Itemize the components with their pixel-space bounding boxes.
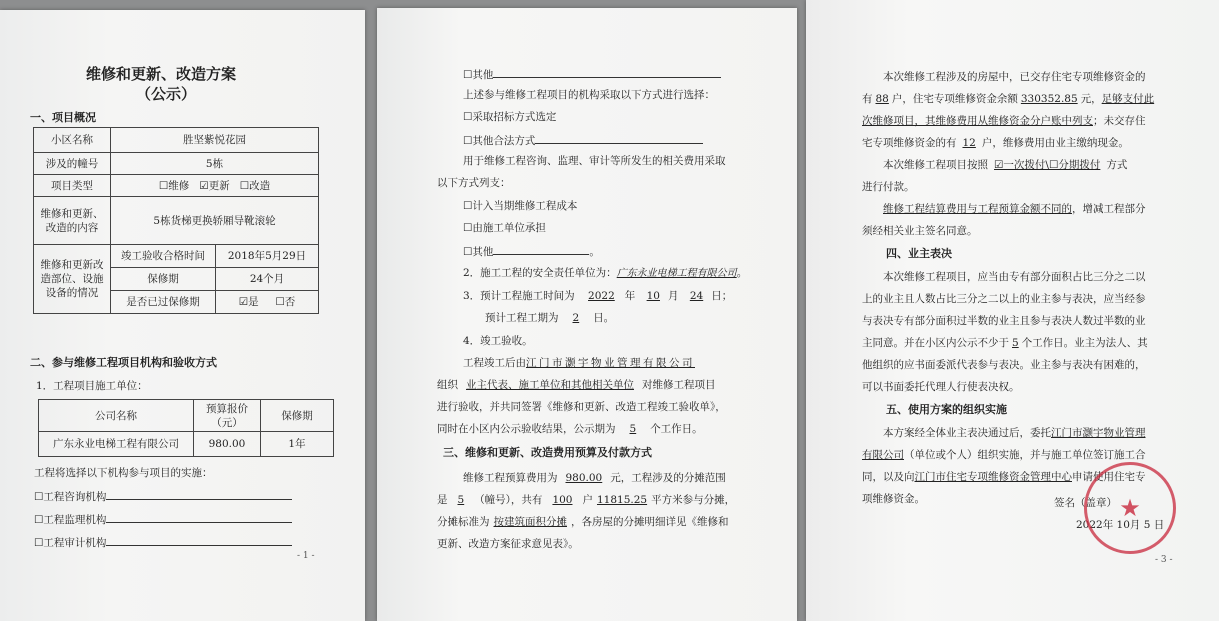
budget-line-a <box>463 471 726 485</box>
period-prefix: 预计工程工期为 <box>485 312 559 324</box>
text: 同，以及向 <box>862 471 915 483</box>
budget-amount: 980.00 <box>565 472 603 484</box>
unpaid-households: 12 <box>962 137 976 149</box>
allocation-standard: 按建筑面积分摊 <box>493 516 567 528</box>
table-header <box>194 400 261 432</box>
item-4: 4．竣工验收。 <box>463 335 533 347</box>
unit-label: 年 <box>624 290 636 302</box>
option-label: ☐工程审计机构 <box>34 537 107 549</box>
renovate-checkbox: ☐改造 <box>239 179 271 192</box>
table-label: 小区名称 <box>34 128 111 153</box>
item-2-prefix: 2．施工工程的安全责任单位为： <box>463 267 617 279</box>
area-sqm: 11815.25 <box>596 494 648 506</box>
yes-checkbox: ☑是 <box>238 296 259 308</box>
budget-suffix: 元，工程涉及的分摊范围 <box>610 472 726 484</box>
table-label-line: 维修和更新改 <box>40 259 104 271</box>
page-2 <box>377 8 797 621</box>
text: 个工作日。业主为法人、其 <box>1021 337 1148 349</box>
vote-line-d <box>862 336 1148 350</box>
item-3-prefix: 3．预计工程施工时间为 <box>463 290 575 302</box>
text: 元， <box>1080 93 1102 105</box>
start-year: 2022 <box>588 290 615 302</box>
table-label: 保修期 <box>111 268 216 291</box>
table-value: 24个月 <box>216 268 319 291</box>
household-count: 100 <box>552 494 573 506</box>
acc-prefix: 同时在小区内公示验收结果，公示期为 <box>437 423 616 435</box>
option-label: ☐工程监理机构 <box>34 514 107 526</box>
section-5-heading: 五、使用方案的组织实施 <box>886 403 1007 416</box>
table-label-line: 改造的内容 <box>45 221 99 234</box>
table-header: 保修期 <box>261 400 334 432</box>
acc-prefix: 工程竣工后由 <box>463 357 526 369</box>
text: ；未交存住 <box>1093 115 1146 127</box>
start-month: 10 <box>646 290 660 302</box>
budget-line-d: 更新、改造方案征求意见表》。 <box>437 538 579 550</box>
period-days: 2 <box>572 312 580 324</box>
impl-line-b <box>862 448 1146 462</box>
project-type-options <box>111 175 319 197</box>
warranty-expired-options <box>216 291 319 314</box>
paid-households: 88 <box>875 93 889 105</box>
vote-line-c: 与表决专有部分面积过半数的业主且参与表决人数过半数的业 <box>862 315 1146 327</box>
settlement-condition: 维修工程结算费用与工程预算金额不同的 <box>883 203 1072 215</box>
text: 主同意。并在小区内公示不少于 <box>862 337 1009 349</box>
blank-line <box>106 534 292 546</box>
start-day: 24 <box>689 290 704 302</box>
acceptance-line-d <box>437 422 703 436</box>
budget-suffix: 平方米参与分摊， <box>651 494 736 506</box>
section-4-heading: 四、业主表决 <box>886 247 952 260</box>
cost-option-1: ☐计入当期维修工程成本 <box>463 200 578 212</box>
section-2-heading: 二、参与维修工程项目机构和验收方式 <box>30 356 217 369</box>
payment-method: ☑一次拨付\☐分期拨付 <box>994 159 1101 171</box>
table-label-line: 设备的情况 <box>45 287 99 299</box>
fund-source: 次维修项目，其维修费用从维修资金分户账中列支 <box>862 115 1093 127</box>
budget-prefix: 分摊标准为 <box>437 516 490 528</box>
table-value: 5栋 <box>111 153 319 175</box>
fund-center: 江门市住宅专项维修资金管理中心 <box>914 471 1072 483</box>
budget-text: （幢号），共有 <box>474 494 543 506</box>
acc-prefix: 组织 <box>437 379 458 391</box>
blank-line <box>493 66 721 78</box>
blank-line <box>535 132 703 144</box>
vote-line-f: 可以书面委托代理人行使表决权。 <box>862 381 1020 393</box>
company-table <box>38 399 334 457</box>
acceptance-line-b <box>437 378 716 392</box>
impl-line-a <box>883 426 1146 440</box>
table-header: 公司名称 <box>39 400 194 432</box>
text: 申请使用住宅专 <box>1072 471 1146 483</box>
table-label: 涉及的幢号 <box>34 153 111 175</box>
bid-option: ☐采取招标方式选定 <box>463 111 557 123</box>
acceptance-line-a <box>463 356 695 370</box>
text: 方式 <box>1106 159 1128 171</box>
item-3 <box>463 289 732 303</box>
update-checkbox: ☑更新 <box>199 179 230 192</box>
blank-line <box>106 488 292 500</box>
cost-option-3: ☐其他 。 <box>463 243 600 259</box>
vote-line-a: 本次维修工程项目，应当由专有部分面积占比三分之二以 <box>883 271 1146 283</box>
page-1 <box>0 10 365 621</box>
unit-label: 月 <box>667 290 679 302</box>
budget-text: 户 <box>582 494 593 506</box>
table-label: 是否已过保修期 <box>111 291 216 314</box>
item-2-suffix: 。 <box>736 267 748 279</box>
document-title: 维修和更新、改造方案 <box>86 65 237 83</box>
budget-prefix: 是 <box>437 494 448 506</box>
implementer: 江门市灏宇物业管理 <box>1051 427 1146 439</box>
page-number: - 1 - <box>297 551 315 561</box>
cost-line-a: 用于维修工程咨询、监理、审计等所发生的相关费用采取 <box>463 155 726 167</box>
cost-option-2: ☐由施工单位承担 <box>463 222 546 234</box>
no-checkbox: ☐否 <box>275 296 296 308</box>
option-label: ☐工程咨询机构 <box>34 491 107 503</box>
table-value: 5栋货梯更换轿厢导靴滚轮 <box>111 197 319 245</box>
table-cell: 1年 <box>261 432 334 457</box>
period-line <box>485 311 614 325</box>
settlement-line-a <box>883 202 1146 216</box>
item-2 <box>463 266 747 281</box>
signature-date: 2022年 10月 5 日 <box>1076 519 1165 531</box>
fund-sufficient: 足够支付此 <box>1101 93 1155 105</box>
blank-line <box>106 511 292 523</box>
option-label: ☐其他 <box>463 69 494 81</box>
implementer-cont: 有限公司 <box>862 449 904 461</box>
project-overview-table <box>33 127 319 314</box>
table-label <box>34 245 111 314</box>
vote-line-e: 他组织的应书面委派代表参与表决。业主参与表决有困难的， <box>862 359 1146 371</box>
fund-line-c <box>862 114 1146 128</box>
safety-unit: 广东永业电梯工程有限公司 <box>616 268 737 279</box>
cost-line-b: 以下方式列支： <box>437 177 511 189</box>
text: （单位或个人）组织实施，并与施工单位签订施工合 <box>904 449 1146 461</box>
text: 本次维修工程项目按照 <box>883 159 988 171</box>
audit-option <box>34 534 292 550</box>
publicity-days: 5 <box>629 423 637 435</box>
table-label-line: 造部位、设施 <box>40 273 104 285</box>
budget-prefix: 维修工程预算费用为 <box>463 472 558 484</box>
table-cell: 广东永业电梯工程有限公司 <box>39 432 194 457</box>
acceptance-organizer: 江门市灏宇物业管理有限公司 <box>526 357 695 369</box>
table-header-line: 预算报价 <box>206 402 248 415</box>
acceptance-participants: 业主代表、施工单位和其他相关单位 <box>466 379 634 391</box>
option-label: ☐其他合法方式 <box>463 135 536 147</box>
table-value: 胜坚紫悦花园 <box>111 128 319 153</box>
blank-line <box>493 243 589 255</box>
table-label <box>34 197 111 245</box>
text: 本方案经全体业主表决通过后，委托 <box>883 427 1051 439</box>
settlement-line-b: 须经相关业主签名同意。 <box>862 225 978 237</box>
acc-suffix: 个工作日。 <box>650 423 703 435</box>
text: 有 <box>862 93 873 105</box>
text: 宅专项维修资金的有 <box>862 137 957 149</box>
page-number: - 3 - <box>1155 555 1173 565</box>
table-value: 2018年5月29日 <box>216 245 319 268</box>
fund-balance: 330352.85 <box>1020 93 1078 105</box>
table-label: 项目类型 <box>34 175 111 197</box>
table-cell: 980.00 <box>194 432 261 457</box>
text: 户，住宅专项维修资金余额 <box>891 93 1018 105</box>
table-label-line: 维修和更新、 <box>40 207 104 220</box>
signature-label: 签名（盖章） <box>1054 497 1117 509</box>
table-label: 竣工验收合格时间 <box>111 245 216 268</box>
text: ，增减工程部分 <box>1072 203 1146 215</box>
consult-option <box>34 488 292 504</box>
legal-option <box>463 132 703 148</box>
text: 户，维修费用由业主缴纳现金。 <box>981 137 1129 149</box>
selection-method-line: 上述参与维修工程项目的机构采取以下方式进行选择： <box>463 89 715 101</box>
fund-line-d <box>862 136 1129 150</box>
supervise-option <box>34 511 292 527</box>
table-header-line: （元） <box>211 416 243 429</box>
budget-suffix: ，各房屋的分摊明细详见《维修和 <box>571 516 729 528</box>
period-suffix: 日。 <box>593 312 615 324</box>
payment-line-a <box>883 158 1127 172</box>
impl-line-d: 项维修资金。 <box>862 493 925 505</box>
vote-line-b: 上的业主且人数占比三分之二以上的业主参与表决，应当经参 <box>862 293 1146 305</box>
company-seal <box>1084 462 1176 554</box>
budget-line-c <box>437 515 729 529</box>
page-3 <box>806 0 1219 621</box>
repair-checkbox: ☐维修 <box>158 179 190 192</box>
document-subtitle: （公示） <box>136 85 197 103</box>
budget-line-b <box>437 493 735 507</box>
item-1: 1．工程项目施工单位： <box>36 380 148 392</box>
payment-line-b: 进行付款。 <box>862 181 915 193</box>
section-3-heading: 三、维修和更新、改造费用预算及付款方式 <box>443 446 652 459</box>
fund-line-a: 本次维修工程涉及的房屋中，已交存住宅专项维修资金的 <box>883 71 1146 83</box>
other-option <box>463 66 721 82</box>
building-no: 5 <box>457 494 465 506</box>
unit-label: 日； <box>711 290 733 302</box>
vote-publicity-days: 5 <box>1012 337 1019 349</box>
section-1-heading: 一、项目概况 <box>30 111 96 124</box>
select-line: 工程将选择以下机构参与项目的实施： <box>34 467 213 479</box>
acc-suffix: 对维修工程项目 <box>642 379 716 391</box>
acceptance-line-c: 进行验收，并共同签署《维修和更新、改造工程竣工验收单》， <box>437 401 726 413</box>
option-label: ☐其他 <box>463 246 494 258</box>
fund-line-b <box>862 92 1154 106</box>
seal-star-icon: ★ <box>1119 494 1141 522</box>
